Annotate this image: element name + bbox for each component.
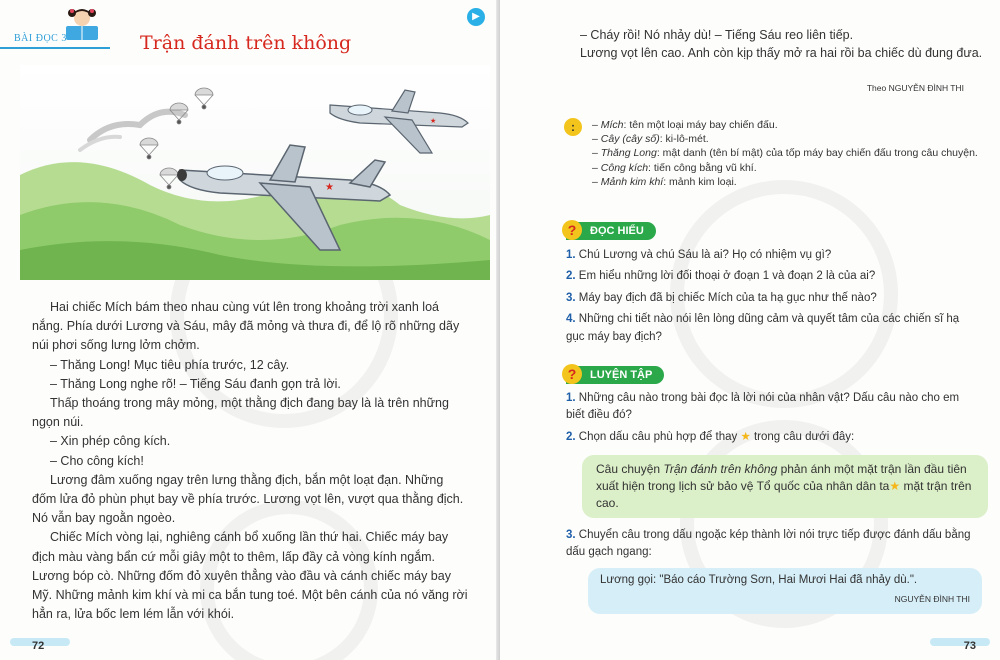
practice-questions [566,390,980,450]
dialogue-line: – Xin phép công kích. [50,434,171,449]
question-icon: ? [562,220,582,240]
practice-question-3 [566,527,980,566]
quote-author: NGUYỄN ĐÌNH THI [894,594,970,604]
question-item: 2. Em hiểu những lời đối thoại ở đoạn 1 và đoạn 2 là của ai? [566,270,876,283]
reading-section-badge: ? ĐỌC HIỂU [566,222,656,240]
question-item: 3. Máy bay địch đã bị chiếc Mích của ta hạ gục như thế nào? [566,291,877,304]
story-paragraph: Chiếc Mích vòng lại, nghiêng cánh bổ xuống lần thứ hai. Chiếc máy bay địch màu vàng bẩn cứ mỗi giây một to thêm, lấp đầy cả vòng kính ngắm. Lương bóp cò. Những đốm đỏ xuyên thẳng vào đầu và cánh chiếc máy bay Mỹ. Những mảnh kim khí và mi ca bắn tung toé. Một bên cánh của nó văng rời hẳn ra, lửa bốc lem lém lẫn với khói. [32,530,468,622]
quote-text: Lương gọi: "Báo cáo Trường Sơn, Hai Mươi Hai đã nhảy dù.". [600,574,918,586]
glossary-item: – Mảnh kim khí: mảnh kim loại. [592,175,737,188]
practice-section-badge: ? LUYỆN TẬP [566,366,664,384]
lesson-label: BÀI ĐỌC 3 [0,33,110,49]
story-paragraph: Hai chiếc Mích bám theo nhau cùng vút lên trong khoảng trời xanh loá nắng. Phía dưới Lương và Sáu, mây đã mỏng và thưa đi, để lộ rõ những dãy núi phơi sống lưng lởm chởm. [32,300,460,353]
story-author: Theo NGUYỄN ĐÌNH THI [866,83,964,93]
story-paragraph: Lương đâm xuống ngay trên lưng thằng địch, bắn một loạt đạn. Những đốm lửa đỏ phùn phụt bay về phía trước. Lương vọt lên, vượt qua thằng địch. Nó vẫn bay ngoằn ngoèo. [32,472,464,526]
question-item: 1. Chú Lương và chú Sáu là ai? Họ có nhiệm vụ gì? [566,249,832,261]
story-text [32,298,468,624]
practice-item: 2. Chọn dấu câu phù hợp để thay ★ trong câu dưới đây: [566,430,855,443]
glossary-item: – Cây (cây số): ki-lô-mét. [592,133,709,146]
audio-icon[interactable]: ▶ [467,8,485,26]
page-number-left: 72 [32,640,45,652]
sentence-box: Câu chuyện Trận đánh trên không phản ánh một mặt trận lần đầu tiên xuất hiện trong lịch sử bảo vệ Tổ quốc của nhân dân ta★ mặt trận trên cao. [582,455,988,518]
practice-item: 3. Chuyển câu trong dấu ngoặc kép thành lời nói trực tiếp được đánh dấu bằng dấu gạch ngang: [566,529,971,559]
glossary-item: – Thăng Long: mật danh (tên bí mật) của tốp máy bay chiến đấu trong câu chuyện. [592,147,978,160]
page-title: Trận đánh trên không [140,32,352,54]
reading-questions [566,247,980,350]
dialogue-line: – Thăng Long nghe rõ! – Tiếng Sáu đanh gọn trả lời. [50,376,341,391]
svg-text:★: ★ [325,182,334,193]
story-continuation [566,26,986,62]
story-line: Lương vọt lên cao. Anh còn kịp thấy mở ra hai rồi ba chiếc dù đung đưa. [580,46,983,60]
glossary-icon: : [564,118,582,136]
question-icon: ? [562,364,582,384]
story-paragraph: Thấp thoáng trong mây mỏng, một thằng địch đang bay là là trên những ngọn núi. [32,396,449,430]
page-number-bar [930,638,990,646]
dialogue-line: – Thăng Long! Mục tiêu phía trước, 12 cây. [50,357,290,372]
quote-box [588,568,982,614]
jets-illustration [20,65,490,280]
star-icon: ★ [889,479,901,493]
practice-item: 1. Những câu nào trong bài đọc là lời nói của nhân vật? Dấu câu nào cho em biết điều đó? [566,392,960,422]
page-number-right: 73 [963,640,976,652]
svg-text:★: ★ [430,118,437,125]
dialogue-line: – Cho công kích! [50,453,144,468]
glossary-item: – Công kích: tiến công bằng vũ khí. [592,161,757,174]
story-line: – Cháy rồi! Nó nhảy dù! – Tiếng Sáu reo liên tiếp. [580,28,854,42]
star-icon: ★ [740,430,751,443]
right-page [500,0,1000,660]
glossary-item: – Mích: tên một loại máy bay chiến đấu. [592,119,778,131]
glossary [592,118,988,189]
question-item: 4. Những chi tiết nào nói lên lòng dũng cảm và quyết tâm của các chiến sĩ hạ gục máy bay địch? [566,313,960,343]
